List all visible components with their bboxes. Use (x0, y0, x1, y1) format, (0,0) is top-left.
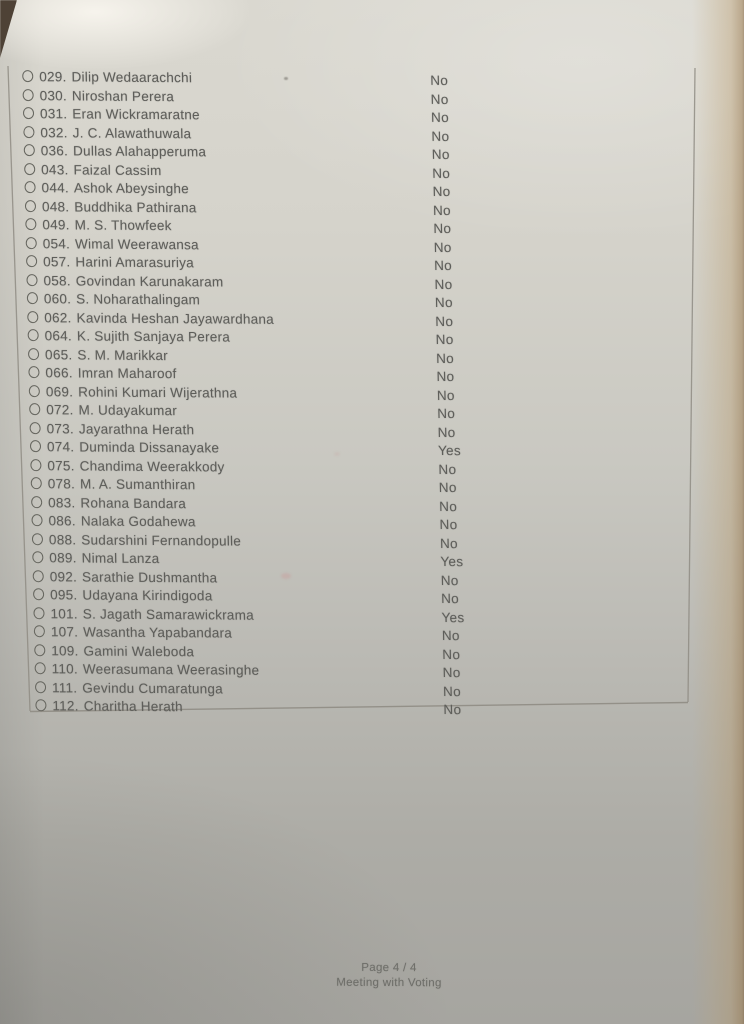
circle-icon (24, 144, 35, 156)
row-name: Gamini Waleboda (83, 643, 195, 659)
row-name: S. Noharathalingam (76, 291, 201, 308)
page-number: Page 4 / 4 (361, 961, 417, 975)
row-number: 054. (42, 235, 71, 251)
row-name: Govindan Karunakaram (75, 272, 224, 289)
row-number: 088. (48, 531, 77, 547)
circle-icon (32, 551, 43, 563)
row-number: 044. (41, 180, 70, 196)
row-name: Duminda Dissanayake (79, 439, 220, 456)
row-name: S. M. Marikkar (77, 346, 169, 363)
row-number: 032. (40, 124, 68, 140)
meeting-title: Meeting with Voting (336, 976, 442, 990)
row-vote: No (441, 628, 460, 644)
row-name: Nimal Lanza (81, 550, 160, 567)
circle-icon (33, 588, 44, 600)
row-number: 111. (51, 679, 78, 695)
circle-icon (23, 107, 34, 119)
row-name: Charitha Herath (83, 698, 183, 715)
circle-icon (29, 385, 40, 397)
row-number: 092. (49, 568, 78, 584)
row-vote: Yes (440, 554, 464, 570)
row-number: 066. (45, 365, 73, 381)
row-name: Niroshan Perera (71, 87, 175, 104)
row-vote: No (442, 665, 461, 681)
circle-icon (35, 699, 46, 711)
row-name: J. C. Alawathuwala (72, 124, 192, 141)
circle-icon (22, 70, 33, 82)
row-number: 057. (42, 254, 71, 270)
row-name: S. Jagath Samarawickrama (82, 606, 255, 623)
circle-icon (32, 533, 43, 545)
row-name: Eran Wickramaratne (72, 106, 201, 123)
row-name: Weerasumana Weerasinghe (82, 661, 260, 678)
list-item (25, 697, 708, 720)
row-number: 058. (43, 272, 71, 288)
circle-icon (33, 607, 44, 619)
row-name: Udayana Kirindigoda (82, 587, 213, 604)
row-number: 031. (39, 106, 68, 122)
row-number: 062. (44, 309, 72, 325)
row-name: Nalaka Godahewa (80, 513, 196, 530)
circle-icon (24, 181, 35, 193)
row-name: Wasantha Yapabandara (83, 624, 233, 641)
row-vote: No (430, 72, 449, 89)
row-number: 112. (52, 698, 79, 714)
row-number: 109. (51, 642, 79, 658)
row-vote: No (438, 461, 457, 477)
row-name: Jayarathna Herath (78, 420, 195, 437)
voting-list (12, 64, 709, 720)
row-number: 049. (42, 217, 70, 233)
row-number: 095. (49, 587, 78, 603)
circle-icon (31, 514, 42, 526)
row-name: Chandima Weerakkody (79, 457, 225, 474)
row-number: 065. (44, 346, 73, 362)
row-vote: No (436, 368, 455, 385)
row-name: Faizal Cassim (73, 161, 162, 178)
circle-icon (28, 366, 39, 378)
row-number: 048. (41, 198, 70, 214)
circle-icon (25, 218, 36, 230)
circle-icon (34, 625, 45, 637)
row-vote: No (434, 294, 453, 311)
row-number: 073. (46, 420, 75, 436)
circle-icon (34, 644, 45, 656)
row-number: 089. (49, 550, 77, 566)
row-name: M. S. Thowfeek (74, 217, 172, 234)
row-vote: No (433, 239, 452, 255)
circle-icon (26, 255, 37, 267)
circle-icon (31, 477, 42, 489)
row-vote: No (433, 220, 452, 237)
row-number: 107. (50, 624, 79, 640)
row-vote: No (443, 702, 462, 718)
row-vote: No (435, 313, 454, 329)
circle-icon (28, 329, 39, 341)
row-name: Rohana Bandara (80, 494, 187, 511)
circle-icon (30, 440, 41, 452)
circle-icon (25, 200, 36, 212)
row-name: Harini Amarasuriya (75, 254, 195, 271)
row-vote: Yes (441, 609, 465, 625)
row-number: 083. (48, 494, 76, 510)
row-name: M. Udayakumar (78, 402, 178, 419)
row-name: K. Sujith Sanjaya Perera (76, 328, 231, 345)
circle-icon (26, 237, 37, 249)
row-name: Buddhika Pathirana (74, 198, 197, 215)
row-vote: Yes (437, 442, 462, 459)
row-vote: No (430, 91, 449, 107)
row-number: 110. (51, 661, 79, 677)
row-number: 036. (40, 143, 69, 159)
row-vote: No (439, 535, 458, 551)
row-vote: No (432, 183, 451, 200)
row-vote: No (442, 683, 462, 699)
page-footer (17, 960, 744, 991)
row-number: 078. (47, 476, 76, 492)
circle-icon (27, 292, 38, 304)
row-vote: No (430, 109, 450, 126)
circle-icon (35, 662, 46, 674)
circle-icon (31, 496, 42, 508)
row-name: Sarathie Dushmantha (81, 568, 218, 585)
row-vote: No (439, 498, 458, 514)
row-vote: No (434, 276, 453, 292)
row-number: 101. (50, 605, 78, 621)
row-vote: No (435, 350, 455, 366)
row-name: Rohini Kumari Wijerathna (77, 383, 238, 401)
row-name: Dilip Wedaarachchi (71, 69, 193, 86)
row-vote: No (442, 646, 461, 662)
row-vote: No (438, 479, 457, 496)
row-vote: No (432, 165, 451, 181)
row-name: Wimal Weerawansa (74, 235, 199, 252)
row-number: 075. (47, 457, 75, 473)
row-vote: No (440, 572, 459, 588)
row-name: Kavinda Heshan Jayawardhana (76, 309, 275, 327)
row-vote: No (436, 387, 455, 403)
row-vote: No (431, 146, 450, 163)
row-name: Gevindu Cumaratunga (82, 680, 224, 696)
circle-icon (30, 459, 41, 471)
row-number: 074. (46, 439, 75, 455)
row-name: Sudarshini Fernandopulle (81, 531, 242, 549)
row-vote: No (439, 516, 458, 533)
row-number: 064. (44, 328, 73, 344)
row-vote: No (437, 424, 456, 440)
circle-icon (35, 681, 46, 693)
row-name: Ashok Abeysinghe (73, 180, 190, 197)
row-vote: No (433, 257, 453, 274)
background-corner-shadow (0, 0, 17, 58)
circle-icon (29, 422, 40, 434)
row-name: Dullas Alahapperuma (72, 143, 207, 160)
circle-icon (23, 126, 34, 138)
circle-icon (24, 163, 35, 175)
row-number: 030. (39, 87, 68, 103)
row-number: 029. (39, 69, 67, 85)
row-number: 069. (45, 383, 74, 399)
row-vote: No (440, 591, 460, 607)
row-vote: No (431, 128, 450, 144)
circle-icon (28, 348, 39, 360)
circle-icon (33, 570, 44, 582)
row-name: M. A. Sumanthiran (79, 476, 196, 493)
row-number: 086. (48, 513, 77, 529)
circle-icon (23, 89, 34, 101)
circle-icon (29, 403, 40, 415)
row-vote: No (437, 405, 456, 422)
circle-icon (26, 274, 37, 286)
row-name: Imran Maharoof (77, 365, 177, 382)
row-vote: No (432, 202, 452, 218)
circle-icon (27, 311, 38, 323)
row-vote: No (435, 331, 454, 348)
row-number: 072. (46, 402, 74, 418)
row-number: 043. (41, 161, 69, 177)
row-number: 060. (43, 291, 72, 307)
